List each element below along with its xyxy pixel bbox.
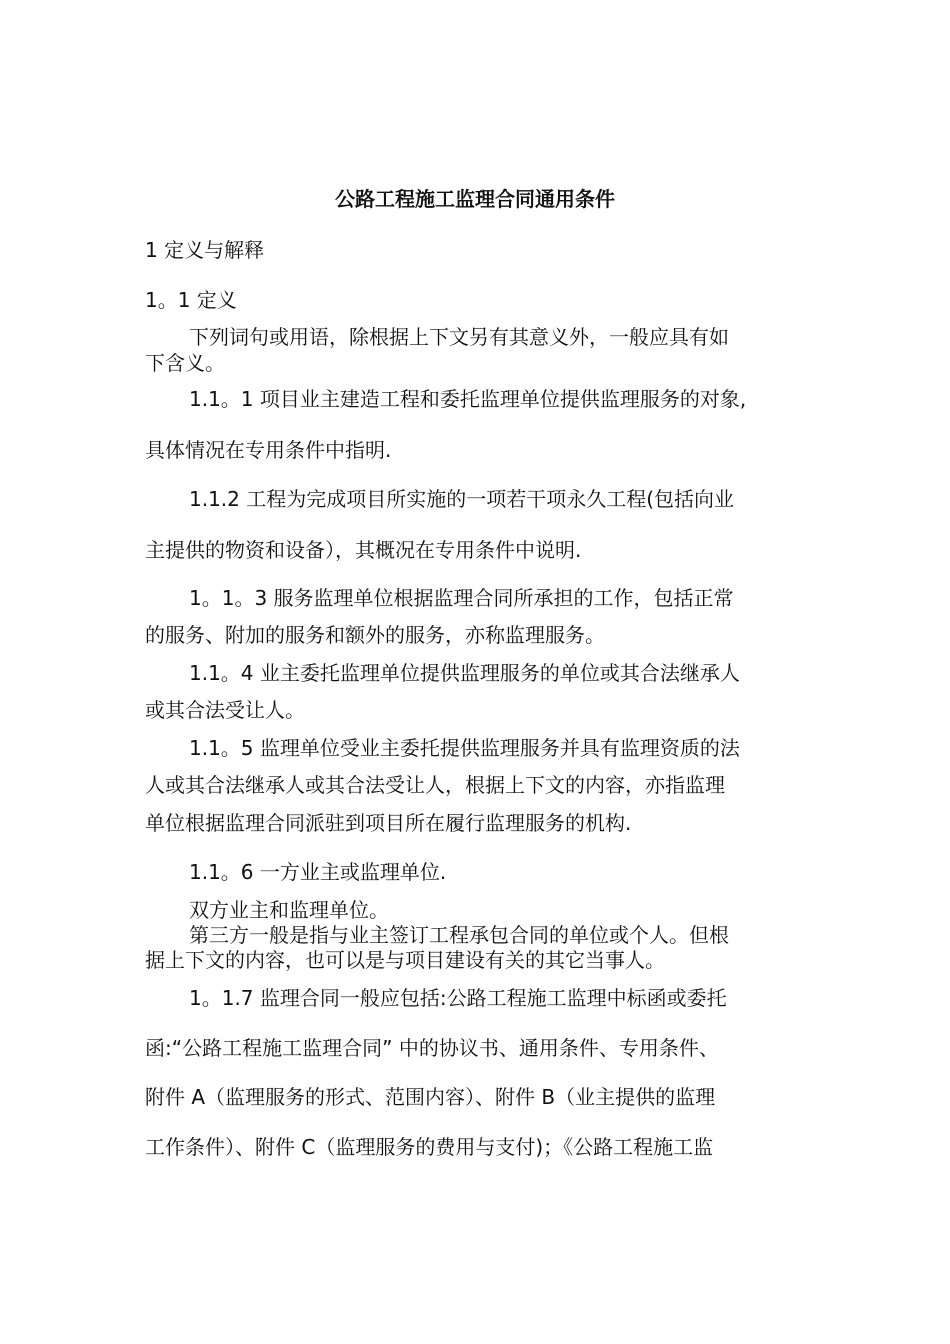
clause-1-1-4-line-1: 1.1。4 业主委托监理单位提供监理服务的单位或其合法继承人 xyxy=(189,661,740,685)
section-heading-1-1: 1。1 定义 xyxy=(145,288,237,312)
clause-1-1-5-line-3: 单位根据监理合同派驻到项目所在履行监理服务的机构. xyxy=(145,811,632,835)
clause-1-1-6-line-1: 1.1。6 一方业主或监理单位. xyxy=(189,860,447,884)
clause-1-1-3-line-2: 的服务、附加的服务和额外的服务，亦称监理服务。 xyxy=(145,623,605,647)
clause-1-1-5-line-2: 人或其合法继承人或其合法受让人，根据上下文的内容，亦指监理 xyxy=(145,773,725,797)
intro-line-2: 下含义。 xyxy=(145,351,225,375)
clause-1-1-7-line-4: 工作条件）、附件 C（监理服务的费用与支付)；《公路工程施工监 xyxy=(145,1135,714,1159)
clause-1-1-7-line-2: 函:“公路工程施工监理合同” 中的协议书、通用条件、专用条件、 xyxy=(145,1036,719,1060)
clause-1-1-5-line-1: 1.1。5 监理单位受业主委托提供监理服务并具有监理资质的法 xyxy=(189,736,740,760)
clause-1-1-6-line-4: 据上下文的内容，也可以是与项目建设有关的其它当事人。 xyxy=(145,948,665,972)
clause-1-1-6-line-3: 第三方一般是指与业主签订工程承包合同的单位或个人。但根 xyxy=(189,923,729,947)
clause-1-1-4-line-2: 或其合法受让人。 xyxy=(145,698,305,722)
section-heading-1: 1 定义与解释 xyxy=(145,238,265,262)
clause-1-1-7-line-1: 1。1.7 监理合同一般应包括:公路工程施工监理中标函或委托 xyxy=(189,986,727,1010)
clause-1-1-1-line-1: 1.1。1 项目业主建造工程和委托监理单位提供监理服务的对象, xyxy=(189,387,747,411)
clause-1-1-2-line-2: 主提供的物资和设备），其概况在专用条件中说明. xyxy=(145,538,582,562)
clause-1-1-3-line-1: 1。1。3 服务监理单位根据监理合同所承担的工作，包括正常 xyxy=(189,586,734,610)
clause-1-1-7-line-3: 附件 A（监理服务的形式、范围内容）、附件 B（业主提供的监理 xyxy=(145,1085,716,1109)
clause-1-1-2-line-1: 1.1.2 工程为完成项目所实施的一项若干项永久工程(包括向业 xyxy=(189,487,735,511)
intro-line-1: 下列词句或用语，除根据上下文另有其意义外，一般应具有如 xyxy=(189,325,729,349)
document-title: 公路工程施工监理合同通用条件 xyxy=(335,187,615,211)
clause-1-1-1-line-2: 具体情况在专用条件中指明. xyxy=(145,438,392,462)
clause-1-1-6-line-2: 双方业主和监理单位。 xyxy=(189,898,389,922)
